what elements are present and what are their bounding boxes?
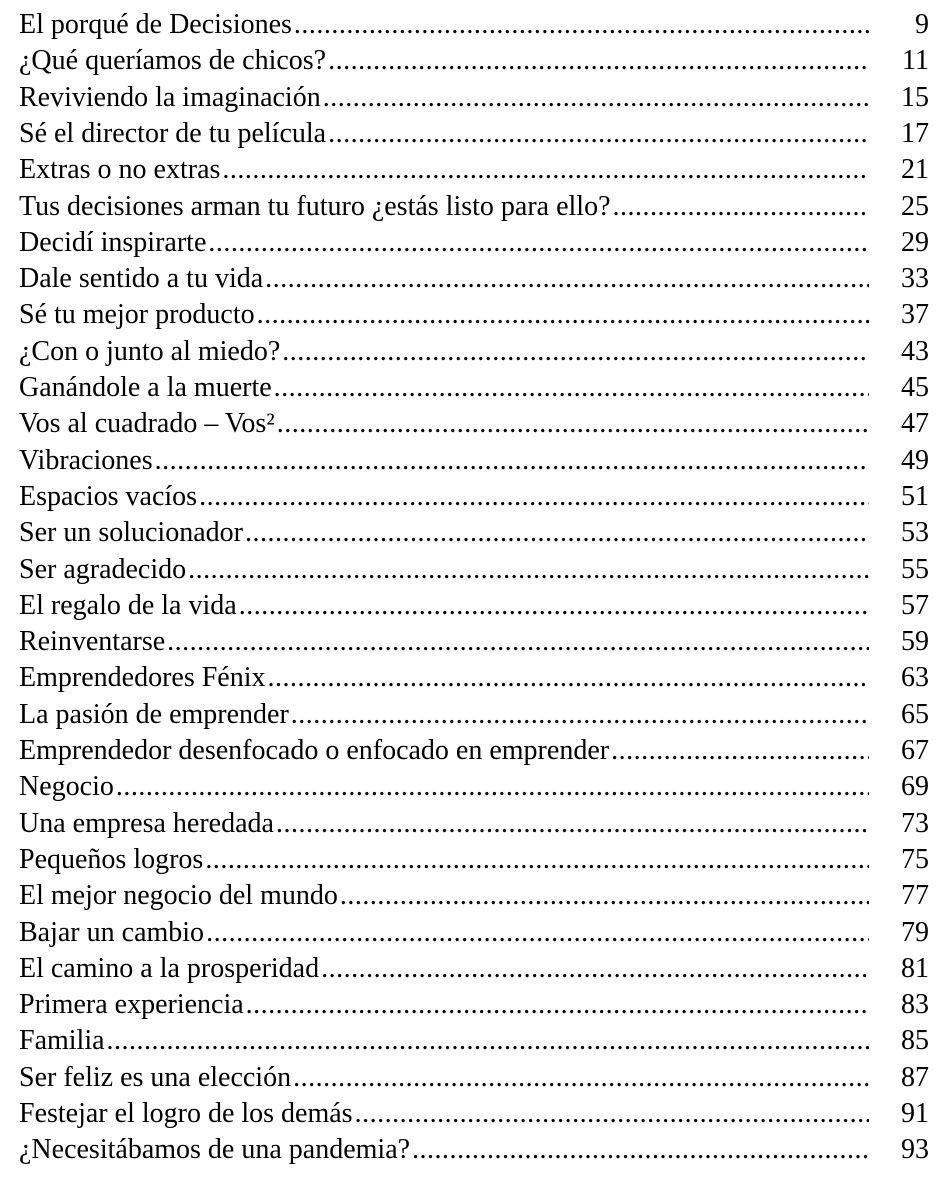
toc-leader-dots [188, 551, 869, 588]
toc-entry-title: Ser feliz es una elección [19, 1061, 292, 1093]
toc-leader-dots [155, 442, 869, 479]
toc-entry-title: Primera experiencia [19, 989, 244, 1021]
toc-leader-dots [355, 1095, 869, 1132]
toc-entry-title: Ser un solucionador [19, 517, 243, 549]
toc-entry [19, 1022, 929, 1059]
toc-entry-title: ¿Qué queríamos de chicos? [19, 45, 327, 77]
toc-entry [19, 587, 929, 624]
toc-entry-title: El camino a la prosperidad [19, 952, 320, 984]
toc-leader-dots [613, 188, 870, 225]
toc-entry [19, 79, 929, 116]
toc-entry [19, 1131, 929, 1168]
toc-leader-dots [294, 6, 869, 43]
toc-entry-title: Vos al cuadrado – Vos² [19, 408, 275, 440]
toc-entry-page: 87 [901, 1061, 929, 1093]
toc-leader-dots [321, 950, 869, 987]
toc-entry-page: 51 [901, 480, 929, 512]
toc-entry-title: Emprendedores Fénix [19, 662, 266, 694]
toc-entry-title: Reinventarse [19, 626, 166, 658]
toc-leader-dots [412, 1131, 869, 1168]
toc-entry-page: 49 [901, 444, 929, 476]
toc-entry [19, 768, 929, 805]
toc-entry [19, 841, 929, 878]
toc-entry-page: 33 [901, 263, 929, 295]
toc-leader-dots [239, 587, 869, 624]
toc-leader-dots [277, 405, 869, 442]
toc-entry-title: Festejar el logro de los demás [19, 1098, 353, 1129]
toc-leader-dots [208, 224, 869, 261]
toc-entry [19, 623, 929, 660]
toc-entry-page: 83 [901, 989, 929, 1021]
toc-entry [19, 333, 929, 370]
toc-entry [19, 514, 929, 551]
toc-entry [19, 914, 929, 951]
toc-entry [19, 732, 929, 769]
toc-entry [19, 296, 929, 333]
toc-entry [19, 478, 929, 515]
toc-entry-page: 17 [901, 117, 929, 149]
toc-leader-dots [205, 841, 869, 878]
toc-entry-page: 45 [901, 372, 929, 403]
toc-entry-page: 77 [901, 880, 929, 912]
toc-entry-title: El mejor negocio del mundo [19, 880, 338, 912]
toc-entry-title: Vibraciones [19, 444, 153, 476]
toc-leader-dots [274, 369, 869, 406]
toc-leader-dots [276, 805, 869, 842]
toc-entry-title: Pequeños logros [19, 843, 204, 875]
toc-entry-title: Decidí inspirarte [19, 226, 207, 258]
toc-entry-title: Sé el director de tu película [19, 117, 327, 149]
toc-entry-page: 29 [901, 226, 929, 258]
toc-entry [19, 659, 929, 696]
toc-entry-page: 11 [902, 45, 929, 77]
toc-entry-page: 47 [901, 408, 929, 440]
toc-entry-title: Una empresa heredada [19, 807, 274, 839]
toc-entry-title: Negocio [19, 771, 114, 803]
toc-entry [19, 950, 929, 987]
toc-leader-dots [611, 732, 869, 769]
toc-entry-page: 25 [901, 190, 929, 222]
toc-leader-dots [199, 478, 869, 515]
toc-leader-dots [107, 1022, 869, 1059]
toc-entry-page: 43 [901, 335, 929, 367]
toc-entry-title: Ganándole a la muerte [19, 372, 272, 403]
toc-entry-title: Dale sentido a tu vida [19, 263, 264, 295]
toc-entry-title: Bajar un cambio [19, 916, 205, 948]
toc-leader-dots [222, 151, 869, 188]
toc-entry-page: 53 [901, 517, 929, 549]
toc-entry [19, 188, 929, 225]
toc-leader-dots [268, 659, 870, 696]
toc-entry-page: 69 [901, 771, 929, 803]
toc-entry-title: Familia [19, 1025, 105, 1057]
toc-entry [19, 260, 929, 297]
toc-entry-page: 91 [901, 1098, 929, 1129]
toc-entry [19, 42, 929, 79]
toc-leader-dots [257, 296, 869, 333]
toc-leader-dots [245, 514, 869, 551]
toc-leader-dots [206, 914, 869, 951]
toc-entry-title: ¿Con o junto al miedo? [19, 335, 281, 367]
toc-leader-dots [265, 260, 869, 297]
toc-entry-title: Sé tu mejor producto [19, 299, 255, 331]
toc-entry [19, 151, 929, 188]
toc-entry [19, 1095, 929, 1132]
toc-entry-page: 73 [901, 807, 929, 839]
toc-entry [19, 805, 929, 842]
toc-leader-dots [246, 986, 869, 1023]
toc-entry [19, 551, 929, 588]
toc-entry-title: El regalo de la vida [19, 589, 237, 621]
toc-entry-page: 37 [901, 299, 929, 331]
toc-entry-page: 81 [901, 952, 929, 984]
toc-entry [19, 696, 929, 733]
toc-entry [19, 369, 929, 406]
toc-entry-title: Tus decisiones arman tu futuro ¿estás listo para ello? [19, 190, 611, 222]
toc-entry [19, 115, 929, 152]
toc-entry [19, 986, 929, 1023]
toc-entry-page: 15 [901, 81, 929, 113]
toc-entry [19, 442, 929, 479]
toc-entry-title: El porqué de Decisiones [19, 9, 292, 40]
toc-leader-dots [291, 696, 869, 733]
toc-entry-page: 85 [901, 1025, 929, 1057]
toc-entry-page: 75 [901, 843, 929, 875]
toc-entry-title: Emprendedor desenfocado o enfocado en emprender [19, 735, 610, 766]
toc-entry-page: 21 [901, 154, 929, 186]
toc-leader-dots [167, 623, 869, 660]
toc-entry-page: 67 [901, 735, 929, 766]
toc-entry-page: 57 [901, 589, 929, 621]
toc-entry-title: Espacios vacíos [19, 480, 198, 512]
toc-entry-page: 63 [901, 662, 929, 694]
toc-leader-dots [340, 877, 869, 914]
toc-entry-page: 65 [901, 698, 929, 730]
toc-entry-title: Ser agradecido [19, 553, 187, 585]
toc-leader-dots [323, 79, 869, 116]
toc-entry-title: La pasión de emprender [19, 698, 289, 730]
toc-entry [19, 6, 929, 43]
toc-entry [19, 224, 929, 261]
toc-entry-page: 79 [901, 916, 929, 948]
toc-entry-title: Extras o no extras [19, 154, 221, 186]
toc-entry-title: Reviviendo la imaginación [19, 81, 321, 113]
toc-leader-dots [282, 333, 869, 370]
toc-entry [19, 405, 929, 442]
toc-entry-page: 59 [901, 626, 929, 658]
toc-leader-dots [116, 768, 869, 805]
toc-entry [19, 877, 929, 914]
toc-leader-dots [293, 1059, 869, 1096]
toc-leader-dots [328, 115, 869, 152]
toc-leader-dots [328, 42, 869, 79]
toc-entry-page: 55 [901, 553, 929, 585]
toc-entry [19, 1059, 929, 1096]
toc-entry-page: 9 [915, 9, 929, 40]
toc-entry-page: 93 [901, 1134, 929, 1166]
toc-entry-title: ¿Necesitábamos de una pandemia? [19, 1134, 411, 1166]
